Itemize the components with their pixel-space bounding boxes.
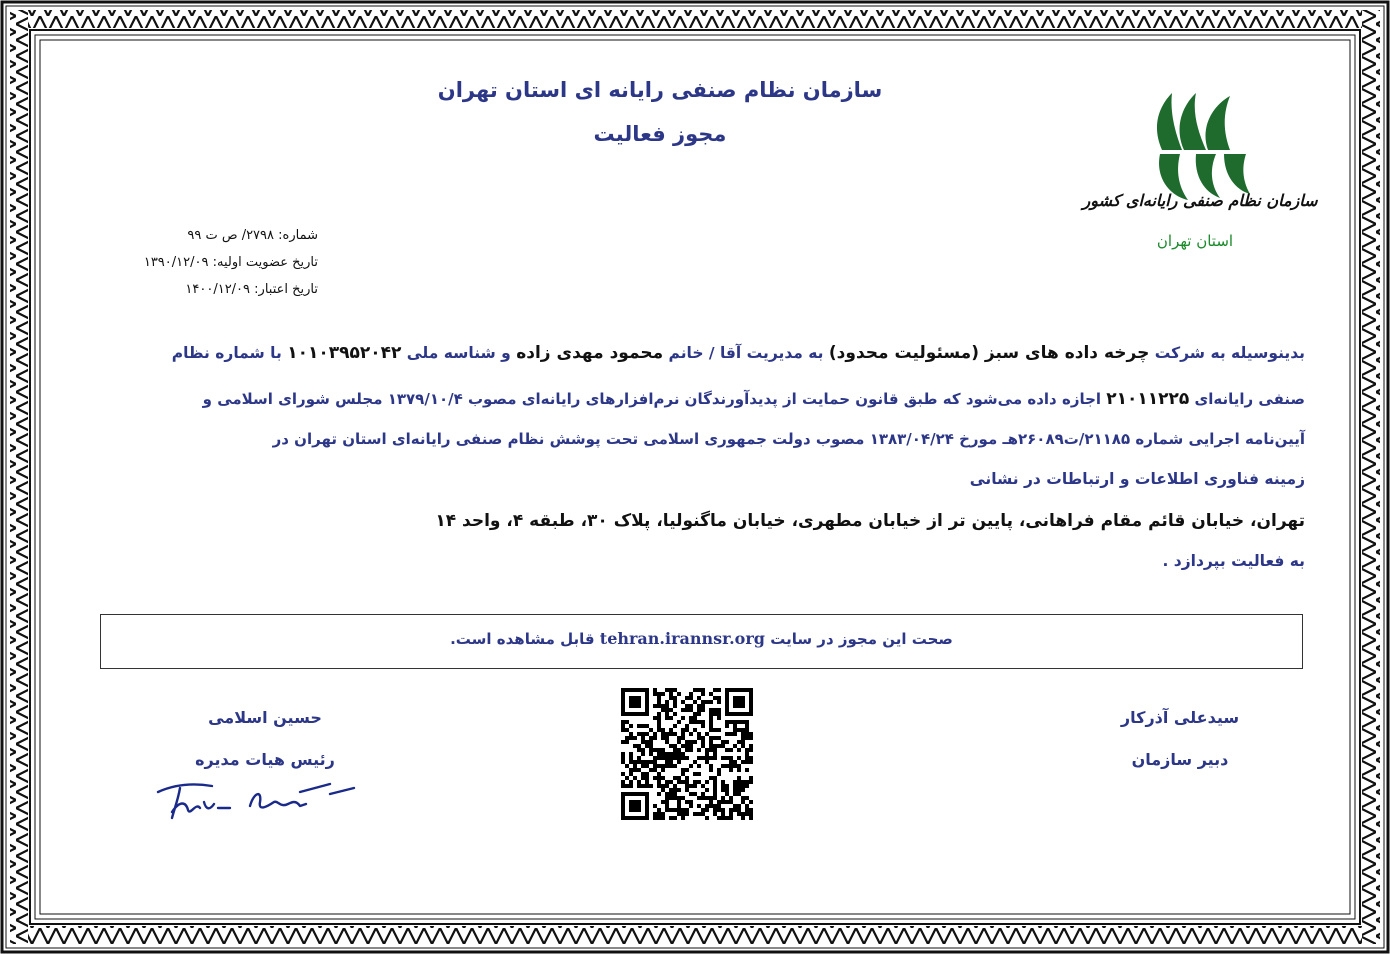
chairman-name: حسین اسلامی: [208, 708, 322, 727]
system-number: ۲۱۰۱۱۲۲۵: [1106, 389, 1190, 409]
verification-text: صحت این مجوز در سایت tehran.irannsr.org قابل مشاهده است.: [450, 629, 953, 648]
certificate-number: شماره: ۲۷۹۸/ ص ت ۹۹: [187, 228, 318, 243]
certificate-title: مجوز فعالیت: [593, 122, 727, 146]
validity-date: تاریخ اعتبار: ۱۴۰۰/۱۲/۰۹: [185, 282, 318, 297]
manager-name: محمود مهدی زاده: [516, 343, 664, 363]
logo-org-name: سازمان نظام صنفی رایانه‌ای کشور: [1082, 191, 1318, 210]
body-line-1: بدینوسیله به شرکت چرخه داده های سبز (مسئولیت محدود) به مدیریت آقا / خانم محمود مهدی زاده و شناسه ملی ۱۰۱۰۳۹۵۲۰۴۲ با شماره نظام: [171, 343, 1305, 363]
national-id: ۱۰۱۰۳۹۵۲۰۴۲: [287, 343, 402, 363]
membership-date: تاریخ عضویت اولیه: ۱۳۹۰/۱۲/۰۹: [143, 255, 318, 270]
body-line-2: صنفی رایانه‌ای ۲۱۰۱۱۲۲۵ اجازه داده می‌شود که طبق قانون حمایت از پدیدآورندگان نرم‌افزارهای رایانه‌ای مصوب ۱۳۷۹/۱۰/۴ مجلس شورای اسلامی و: [202, 389, 1305, 409]
body-line-3: آیین‌نامه اجرایی شماره ۲۱۱۸۵/ت۲۶۰۸۹هـ مورخ ۱۳۸۳/۰۴/۲۴ مصوب دولت جمهوری اسلامی تحت پوشش نظام صنفی رایانه‌ای استان تهران در: [272, 430, 1305, 448]
organization-title: سازمان نظام صنفی رایانه ای استان تهران: [437, 78, 883, 102]
company-name: چرخه داده های سبز (مسئولیت محدود): [828, 343, 1150, 363]
verification-url[interactable]: tehran.irannsr.org: [599, 629, 765, 648]
body-line-6: به فعالیت بپردازد .: [1162, 552, 1305, 570]
qr-code: [620, 688, 754, 820]
body-line-4: زمینه فناوری اطلاعات و ارتباطات در نشانی: [969, 470, 1305, 488]
secretary-name: سیدعلی آذرکار: [1120, 708, 1240, 727]
certificate-meta: [90, 222, 318, 303]
logo-province: استان تهران: [1156, 232, 1234, 250]
business-address: تهران، خیابان قائم مقام فراهانی، پایین تر از خیابان مطهری، خیابان ماگنولیا، پلاک ۳۰، طبقه ۴، واحد ۱۴: [435, 511, 1305, 531]
chairman-signature: [150, 772, 365, 824]
chairman-title: رئیس هیات مدیره: [195, 750, 335, 769]
secretary-title: دبیر سازمان: [1131, 750, 1229, 769]
